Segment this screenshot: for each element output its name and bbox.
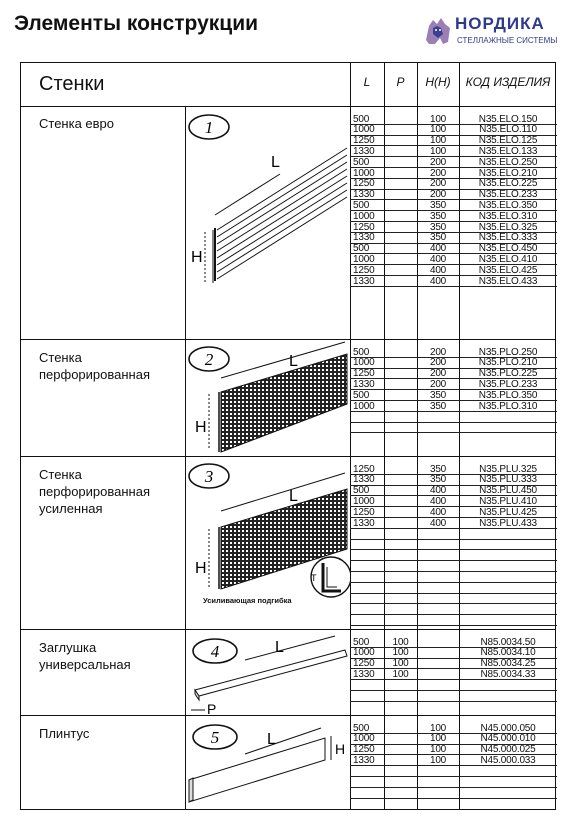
cell-length: 1250 [353,178,375,190]
cell-product-code: N35.ELO.250 [478,156,538,168]
cell-product-code: N35.PLO.350 [478,389,538,401]
cell-height: 400 [429,495,447,507]
cell-product-code: N35.PLU.333 [479,474,537,486]
section-label-plug: Заглушка универсальная [39,640,131,672]
col-header-p: P [396,75,405,89]
cell-product-code: N35.ELO.325 [478,221,538,233]
cell-height: 400 [429,517,447,529]
cell-depth [384,243,417,254]
dim-label-l-2: L [289,353,298,370]
cell-product-code: N35.PLU.450 [479,485,537,497]
number-badge-5 [193,725,237,749]
col-header-l: L [363,75,371,89]
row-divider [350,593,557,594]
dim-label-h-2: H [195,419,207,436]
cell-depth [384,723,417,734]
section-label-wall-perforated: Стенка перфорированная [39,350,150,382]
cell-product-code: N35.ELO.433 [478,275,538,287]
cell-product-code: N85.0034.10 [480,647,536,659]
cell-depth [384,733,417,744]
cell-product-code: N35.ELO.225 [478,178,538,190]
cell-length: 500 [353,113,370,125]
cell-height: 100 [429,733,447,745]
cell-depth [384,178,417,189]
cell-product-code: N35.ELO.233 [478,189,538,201]
dim-label-l-3: L [289,488,298,505]
svg-text:3: 3 [204,467,214,486]
cell-depth [384,357,417,368]
cell-length: 1000 [353,357,375,369]
cell-product-code: N35.ELO.150 [478,113,538,125]
reinforcement-caption: Усиливающая подгибка [203,596,292,605]
row-divider [350,787,557,788]
cell-height: 200 [429,178,447,190]
reinforcement-detail [311,557,350,597]
cell-length: 1250 [353,463,375,475]
cell-height: 100 [429,124,447,136]
cell-length: 500 [353,156,370,168]
row-divider [350,582,557,583]
dim-label-h-3: H [195,560,207,577]
row-divider [350,690,557,691]
cell-height: 100 [429,113,447,125]
plinth-illustration [185,716,350,811]
cell-depth [384,347,417,358]
dim-label-h: H [191,249,203,266]
cell-height: 350 [429,389,447,401]
cell-product-code: N85.0034.33 [480,668,536,680]
cell-height: 100 [429,744,447,756]
cell-length: 500 [353,722,370,734]
cell-height [417,647,459,658]
cell-depth [384,265,417,276]
cell-height: 350 [429,463,447,475]
number-badge-1 [189,115,229,139]
cell-length: 1250 [353,506,375,518]
cell-depth [384,189,417,200]
cell-depth [384,200,417,211]
wall-euro-illustration [185,107,350,339]
cell-depth: 100 [392,636,409,648]
cell-product-code: N35.ELO.133 [478,145,538,157]
cell-depth [384,485,417,496]
cell-depth [384,755,417,766]
cell-length: 1330 [353,145,375,157]
cell-product-code: N35.PLO.250 [478,346,538,358]
cell-length: 1330 [353,754,375,766]
cell-product-code: N35.ELO.350 [478,199,538,211]
cell-depth [384,168,417,179]
cell-product-code: N45.000.050 [480,722,536,734]
row-divider [350,432,557,433]
cell-length: 1000 [353,124,375,136]
cell-height: 200 [429,346,447,358]
cell-depth [384,157,417,168]
cell-length: 1330 [353,378,375,390]
cell-length: 500 [353,636,370,648]
cell-length: 1330 [353,189,375,201]
cell-height: 200 [429,167,447,179]
cell-product-code: N45.000.010 [480,733,536,745]
cell-product-code: N35.PLU.425 [479,506,537,518]
cell-product-code: N35.PLO.225 [478,368,538,380]
cell-length: 1250 [353,221,375,233]
cell-length: 1000 [353,733,375,745]
svg-text:5: 5 [210,728,220,747]
cell-length: 500 [353,243,370,255]
cell-product-code: N35.PLO.310 [478,400,538,412]
row-divider [350,560,557,561]
cell-product-code: N35.ELO.333 [478,232,538,244]
section-label-wall-euro: Стенка евро [39,116,115,131]
cell-depth [384,368,417,379]
bear-logo-icon [423,14,453,48]
dim-label-l: L [271,154,280,171]
cell-depth [384,232,417,243]
row-divider [350,549,557,550]
spec-table [20,62,556,810]
cell-height: 200 [429,156,447,168]
row-divider [350,422,557,423]
wall-perforated-illustration [185,340,350,456]
cell-height: 350 [429,474,447,486]
cell-height: 350 [429,232,447,244]
cell-product-code: N35.ELO.310 [478,210,538,222]
brand-logo [423,12,563,52]
cell-product-code: N35.ELO.410 [478,253,538,265]
cell-length: 1000 [353,495,375,507]
cell-height: 200 [429,378,447,390]
row-divider [350,701,557,702]
section-label-wall-reinforced: Стенка перфорированная усиленная [39,467,150,516]
cell-product-code: N45.000.033 [480,754,536,766]
cell-depth [384,222,417,233]
cell-length: 1330 [353,474,375,486]
cell-length: 1000 [353,210,375,222]
page-title: Элементы конструкции [14,12,259,35]
cell-height: 350 [429,199,447,211]
row-divider [350,539,557,540]
cell-depth: 100 [392,658,409,670]
cell-height: 200 [429,357,447,369]
plug-illustration [185,630,350,715]
cell-height: 400 [429,506,447,518]
row-divider [350,798,557,799]
cell-depth [384,379,417,390]
cell-product-code: N35.ELO.210 [478,167,538,179]
cell-depth [384,464,417,475]
cell-height: 200 [429,189,447,201]
table-title: Стенки [39,73,105,95]
cell-length: 1000 [353,400,375,412]
cell-height: 400 [429,253,447,265]
cell-height [417,669,459,680]
cell-depth: 100 [392,668,409,680]
cell-height: 400 [429,275,447,287]
row-divider [350,603,557,604]
cell-product-code: N35.PLU.410 [479,495,537,507]
cell-product-code: N35.PLO.233 [478,378,538,390]
cell-product-code: N35.ELO.450 [478,243,538,255]
row-divider [350,625,557,626]
cell-depth [384,496,417,507]
row-divider [350,571,557,572]
cell-depth [384,124,417,135]
cell-length: 1000 [353,167,375,179]
cell-height: 400 [429,243,447,255]
cell-height: 100 [429,754,447,766]
cell-depth [384,507,417,518]
cell-depth [384,276,417,287]
cell-length: 1330 [353,275,375,287]
cell-height: 350 [429,210,447,222]
row-divider [350,776,557,777]
cell-height [417,658,459,669]
cell-length: 500 [353,199,370,211]
cell-product-code: N35.ELO.125 [478,135,538,147]
cell-length: 500 [353,346,370,358]
cell-depth [384,474,417,485]
cell-length: 1250 [353,744,375,756]
cell-length: 1250 [353,264,375,276]
cell-product-code: N35.PLU.325 [479,463,537,475]
cell-product-code: N35.PLU.433 [479,517,537,529]
svg-text:1: 1 [204,118,214,137]
cell-product-code: N85.0034.25 [480,658,536,670]
svg-text:2: 2 [204,350,214,369]
cell-length: 1250 [353,135,375,147]
cell-height [417,637,459,648]
cell-product-code: N35.ELO.425 [478,264,538,276]
col-header-code: КОД ИЗДЕЛИЯ [465,75,551,89]
cell-length: 1330 [353,668,375,680]
number-badge-3 [189,464,229,488]
cell-product-code: N45.000.025 [480,744,536,756]
cell-depth [384,146,417,157]
cell-length: 500 [353,485,370,497]
cell-length: 1250 [353,368,375,380]
cell-product-code: N35.PLO.210 [478,357,538,369]
logo-name: НОРДИКА [455,14,545,33]
cell-depth [384,518,417,529]
dim-label-t: T [311,573,317,583]
cell-product-code: N35.ELO.110 [479,124,537,136]
number-badge-4 [193,639,237,663]
svg-text:4: 4 [210,642,220,661]
cell-product-code: N85.0034.50 [480,636,536,648]
logo-subtitle: СТЕЛЛАЖНЫЕ СИСТЕМЫ [457,36,558,45]
cell-height: 400 [429,264,447,276]
cell-length: 500 [353,389,370,401]
cell-depth [384,744,417,755]
cell-height: 350 [429,400,447,412]
cell-depth [384,135,417,146]
cell-height: 400 [429,485,447,497]
dim-label-h-5: H [335,741,346,757]
row-divider [350,614,557,615]
cell-length: 1330 [353,517,375,529]
dim-label-p: P [207,701,217,715]
cell-depth [384,390,417,401]
cell-depth: 100 [392,647,409,659]
number-badge-2 [189,347,229,371]
cell-depth [384,114,417,125]
cell-height: 100 [429,722,447,734]
dim-label-l-4: L [275,639,284,656]
cell-height: 100 [429,135,447,147]
cell-depth [384,401,417,412]
section-label-plinth: Плинтус [39,726,90,741]
cell-depth [384,211,417,222]
cell-length: 1000 [353,253,375,265]
col-header-h: H(H) [425,75,451,89]
cell-length: 1000 [353,647,375,659]
cell-length: 1250 [353,658,375,670]
dim-label-l-5: L [267,731,276,748]
cell-height: 350 [429,221,447,233]
cell-length: 1330 [353,232,375,244]
cell-height: 100 [429,145,447,157]
cell-height: 200 [429,368,447,380]
cell-depth [384,254,417,265]
